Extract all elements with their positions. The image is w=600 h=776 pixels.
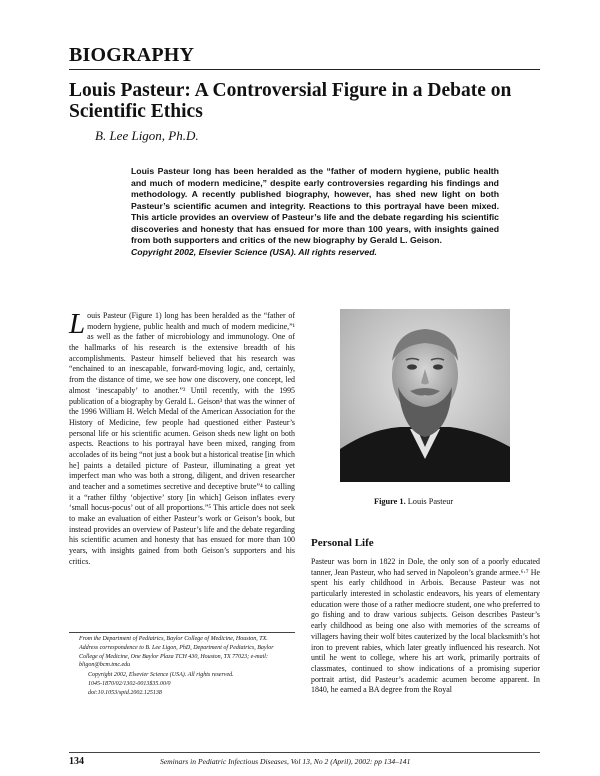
footnote-affiliation: From the Department of Pediatrics, Baylor College of Medicine, Houston, TX. xyxy=(79,636,268,642)
journal-citation: Seminars in Pediatric Infectious Diseases, Vol 13, No 2 (April), 2002: pp 134–141 xyxy=(160,757,411,766)
footnote-issn: 1045-1870/02/1302-0013$35.00/0 xyxy=(88,681,171,688)
personal-life-heading: Personal Life xyxy=(311,537,374,549)
article-title: Louis Pasteur: A Controversial Figure in a Debate on Scientific Ethics xyxy=(69,80,512,122)
footnote-address: Address correspondence to B. Lee Ligon, PhD, Department of Pediatrics, Baylor College of Medicine, One Baylor Plaza TCH 430, Houston, TX 77023; e-mail: bligon@bcm.tmc.edu xyxy=(79,645,274,669)
page-number: 134 xyxy=(69,756,84,767)
portrait-illustration xyxy=(340,309,510,482)
footer-rule xyxy=(69,752,540,753)
header-rule xyxy=(69,69,540,70)
footnote-copyright: Copyright 2002, Elsevier Science (USA). All rights reserved. xyxy=(88,671,234,678)
figure-label: Figure 1. xyxy=(374,497,406,506)
intro-text: ouis Pasteur (Figure 1) long has been heralded as the “father of modern hygiene, public health and much of modern medicine,”¹ as well as the father of microbiology and immunology. One of the hallmarks of his research is the extensive breadth of his accomplishments. Pasteur himself believed that his research was “enchained to an inescapable, forward-moving logic, and, certainly, from the distance of time, we see how one discovery, one concept, led almost ‘inescapably’ to another.”² Until recently, with the 1995 publication of a biography by Gerald L. Geison³ that was the winner of the 1996 William H. Welch Medal of the American Association for the History of Medicine, few people had questioned either Pasteur’s personal life or his scientific acumen. Geison sheds new light on both aspects. Reactions to his portrayal have been mixed, ranging from accolades of its being “not just a book but a historical treatise [in which he] paints a detailed picture of Pasteur, illuminating a great yet imperfect man who was both a strong, diligent, and driven researcher and teacher and a sometimes secretive and deceptive brute”⁴ to calling it a “rather filthy ‘objective’ story [in which] Geison inflates every ‘small hocus-pocus’ out of all proportions.”⁵ This article does not seek to make an evaluation of either Pasteur’s work or Geison’s book, but instead provides an overview of Pasteur’s life and the debate regarding his scientific acumen and honesty that has ensued for more than 100 years, with insights gained from both Geison’s supporters and his critics. xyxy=(69,311,295,566)
abstract xyxy=(131,166,499,258)
footnote-doi: doi:10.1053/spid.2002.125138 xyxy=(88,690,162,697)
pasteur-portrait-image xyxy=(340,309,510,482)
abstract-copyright: Copyright 2002, Elsevier Science (USA). All rights reserved. xyxy=(131,246,377,257)
figure-caption-text: Louis Pasteur xyxy=(407,497,454,506)
section-heading: BIOGRAPHY xyxy=(69,44,195,66)
drop-cap: L xyxy=(69,308,86,340)
intro-paragraph xyxy=(69,308,295,568)
abstract-text: Louis Pasteur long has been heralded as the “father of modern hygiene, public health and much of modern medicine,” despite early controversies regarding his findings and methodology. A recently published biography, however, has shed new light on both Pasteur’s scientific acumen and integrity. Reactions to this portrayal have been mixed. This article provides an overview of Pasteur’s life and the debate regarding his scientific discoveries and honesty that has ensued for more than 100 years, with insights gained from both supporters and critics of the new biography by Gerald L. Geison. xyxy=(131,166,499,246)
footnote xyxy=(79,635,293,699)
personal-life-paragraph: Pasteur was born in 1822 in Dole, the only son of a poorly educated tanner, Jean Pasteur, who had served in Napoleon’s grande armee.⁶‧⁷ He spent his early childhood in Arbois. Because Pasteur was not particularly interested in scholastic endeavors, his years of elementary education were those of a rather mediocre student, one who preferred to go fishing and to draw various subjects. Geison describes Pasteur’s early childhood as being one also with memories of the screams of villagers having their wolf bites cauterized by the local blacksmith’s hot iron to prevent rabies, which later greatly influenced his research. Not until he went to college, where his art work, primarily portraits of classmates, continued to show indications of a promising superior portrait artist, did Pasteur’s academic acumen become apparent. In 1840, he earned a BA degree from the Royal xyxy=(311,557,540,695)
footnote-rule xyxy=(69,632,295,633)
figure-caption xyxy=(374,497,453,506)
author-byline: B. Lee Ligon, Ph.D. xyxy=(95,128,199,143)
